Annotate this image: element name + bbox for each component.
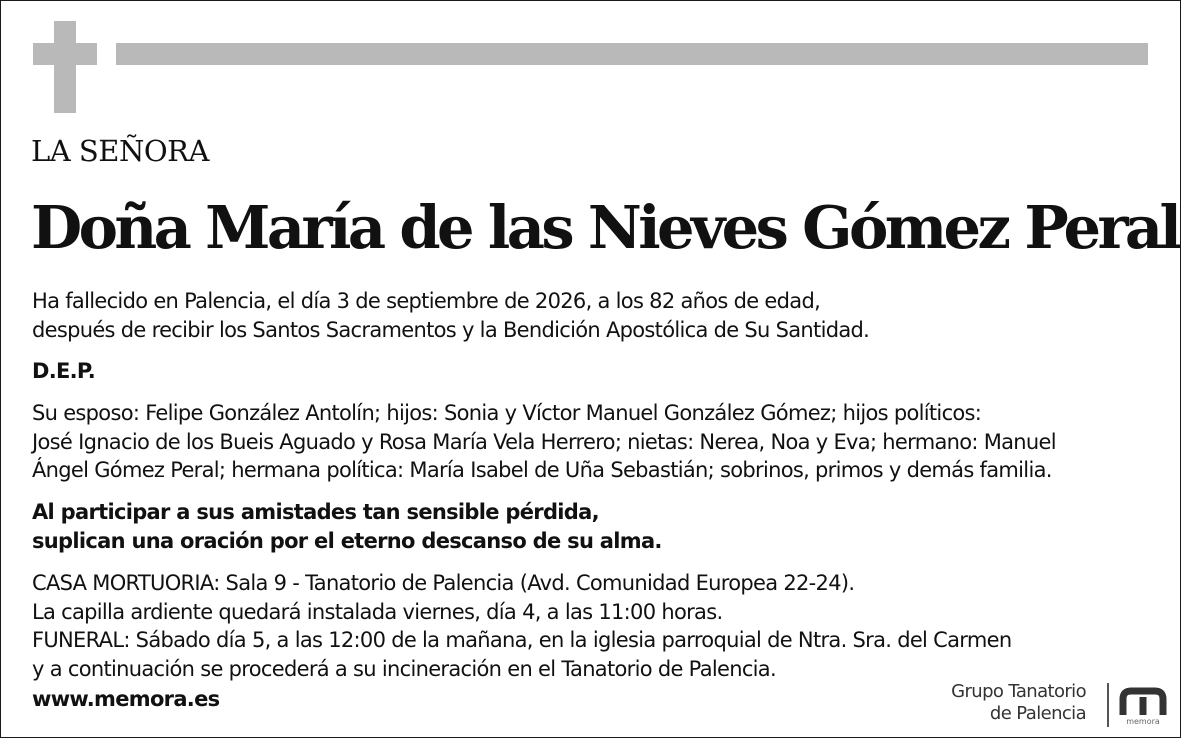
prayer-paragraph [32,498,662,555]
logo-line: Grupo Tanatorio [951,681,1086,702]
header-bar [116,43,1148,65]
text-line: La capilla ardiente quedará instalada viernes, día 4, a las 11:00 horas. [32,599,723,624]
logo-divider [1107,683,1109,727]
deceased-name: Doña María de las Nieves Gómez Peral [31,193,1179,262]
text-line: después de recibir los Santos Sacramentos y la Bendición Apostólica de Su Santidad. [32,317,870,342]
text-line: FUNERAL: Sábado día 5, a las 12:00 de la mañana, en la iglesia parroquial de Ntra. Sra. del Carmen [32,628,1012,652]
cross-icon [54,21,76,113]
website-link[interactable]: www.memora.es [32,687,220,711]
text-line: Ha fallecido en Palencia, el día 3 de septiembre de 2026, a los 82 años de edad, [32,289,821,313]
text-line: CASA MORTUORIA: Sala 9 - Tanatorio de Palencia (Avd. Comunidad Europea 22-24). [32,571,855,595]
logo-brand-word: memora [1126,717,1160,726]
tanatorio-logo [931,679,1171,729]
dep-label: D.E.P. [32,359,96,383]
death-paragraph [32,287,869,344]
logo-line: de Palencia [989,703,1086,724]
cross-icon-arm [33,43,97,65]
notice-header: LA SEÑORA [31,134,209,168]
memora-logo-icon [1119,687,1167,727]
text-line: suplican una oración por el eterno descanso de su alma. [32,528,662,553]
text-line: Al participar a sus amistades tan sensible pérdida, [32,500,599,524]
family-paragraph [32,399,1056,485]
service-paragraph [32,569,1011,683]
text-line: y a continuación se procederá a su incineración en el Tanatorio de Palencia. [32,656,776,681]
text-line: Ángel Gómez Peral; hermana política: María Isabel de Uña Sebastián; sobrinos, primos y demás familia. [32,458,1052,482]
logo-text [951,681,1086,725]
text-line: José Ignacio de los Bueis Aguado y Rosa María Vela Herrero; nietas: Nerea, Noa y Eva; hermano: Manuel [32,429,1056,454]
text-line: Su esposo: Felipe González Antolín; hijos: Sonia y Víctor Manuel González Gómez; hijos políticos: [32,401,982,425]
